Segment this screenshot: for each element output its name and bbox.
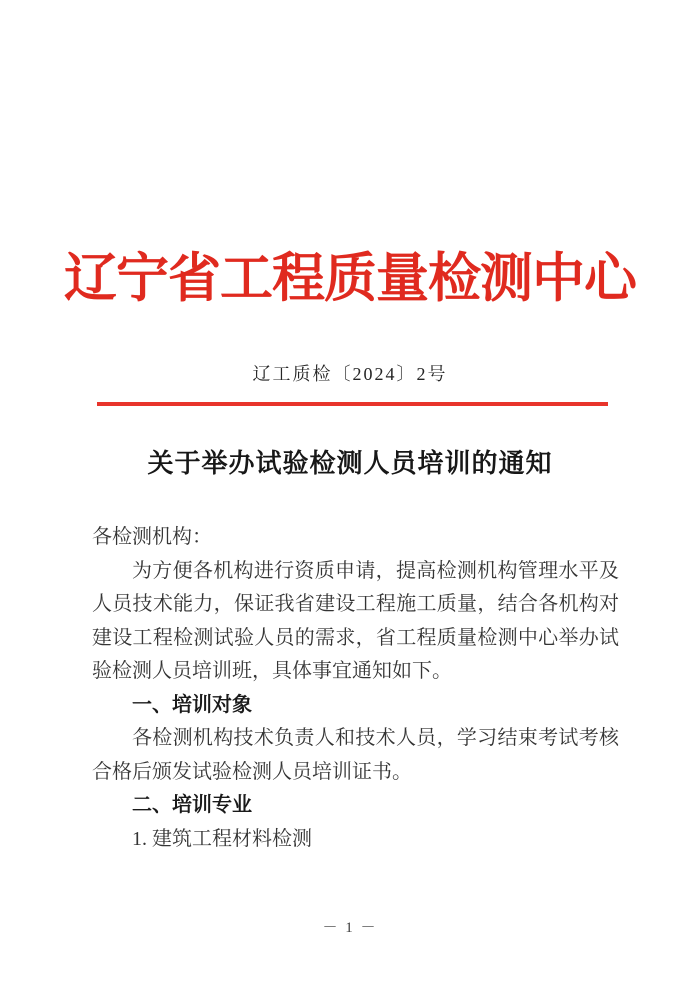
letterhead-title: 辽宁省工程质量检测中心 bbox=[64, 250, 636, 308]
red-divider-line bbox=[97, 402, 608, 406]
intro-paragraph: 为方便各机构进行资质申请，提高检测机构管理水平及人员技术能力，保证我省建设工程施工质量，结合各机构对建设工程检测试验人员的需求，省工程质量检测中心举办试验检测人员培训班，具体事宜通知如下。 bbox=[92, 559, 619, 682]
salutation: 各检测机构： bbox=[92, 526, 212, 548]
page-number: － 1 － bbox=[322, 920, 378, 936]
document-number: 辽工质检〔2024〕2号 bbox=[252, 364, 448, 384]
notice-body bbox=[92, 521, 619, 856]
notice-title: 关于举办试验检测人员培训的通知 bbox=[147, 448, 553, 478]
section-2-heading: 二、培训专业 bbox=[132, 794, 252, 816]
section-2-item-1: 1. 建筑工程材料检测 bbox=[132, 827, 312, 850]
section-1-heading: 一、培训对象 bbox=[132, 693, 252, 716]
section-1-paragraph: 各检测机构技术负责人和技术人员，学习结束考试考核合格后颁发试验检测人员培训证书。 bbox=[92, 727, 619, 783]
